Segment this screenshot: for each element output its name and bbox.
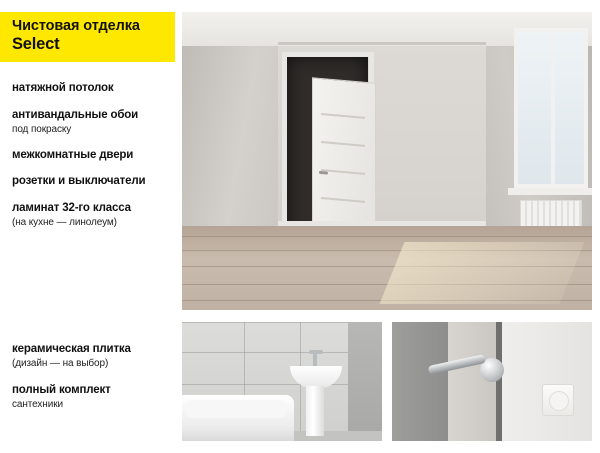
- door-handle-photo: [392, 322, 592, 441]
- feature-label: межкомнатные двери: [12, 148, 134, 161]
- feature-label: розетки и выключатели: [12, 175, 146, 188]
- bathtub-rim: [186, 400, 286, 418]
- feature-label: полный комплект: [12, 383, 111, 396]
- tile-accent-panel: [348, 322, 382, 441]
- feature-sublabel: сантехники: [12, 398, 63, 410]
- feature-item: [12, 202, 177, 229]
- door-panel-line: [321, 113, 365, 119]
- bathroom-photo: [182, 322, 382, 441]
- feature-item: [12, 175, 177, 189]
- feature-label: ламинат 32-го класса: [12, 202, 131, 215]
- feature-item: [12, 384, 177, 411]
- feature-item: [12, 343, 177, 370]
- door-panel-line: [321, 197, 365, 203]
- sunlight-patch: [379, 242, 584, 304]
- feature-item: [12, 109, 177, 136]
- socket-inner: [549, 391, 569, 411]
- page-title-line2: Select: [12, 34, 60, 53]
- wall-socket: [542, 384, 574, 416]
- ceiling-edge: [278, 42, 486, 45]
- bathtub: [182, 395, 294, 441]
- left-column: [0, 0, 182, 453]
- window-sill: [508, 188, 592, 195]
- door-panel-line: [321, 141, 365, 147]
- feature-sublabel: (дизайн — на выбор): [12, 357, 109, 369]
- feature-sublabel: (на кухне — линолеум): [12, 216, 117, 228]
- door-handle: [319, 171, 328, 175]
- feature-label: антивандальные обои: [12, 108, 139, 121]
- room-photo: [182, 12, 592, 310]
- feature-list-upper: [12, 82, 177, 242]
- window: [514, 28, 588, 188]
- feature-list-lower: [12, 343, 177, 425]
- baseboard: [278, 221, 486, 226]
- title-block: [0, 12, 175, 62]
- laminate-floor: [182, 226, 592, 310]
- wall-dark: [392, 322, 448, 441]
- page-title-line1: Чистовая отделка: [12, 18, 140, 34]
- door-surface: [502, 322, 592, 441]
- feature-item: [12, 149, 177, 163]
- feature-label: натяжной потолок: [12, 82, 114, 94]
- feature-item: [12, 82, 177, 96]
- washbasin-pedestal: [306, 386, 324, 436]
- window-mullion: [551, 32, 555, 184]
- feature-label: керамическая плитка: [12, 343, 131, 355]
- feature-sublabel: под покраску: [12, 123, 72, 135]
